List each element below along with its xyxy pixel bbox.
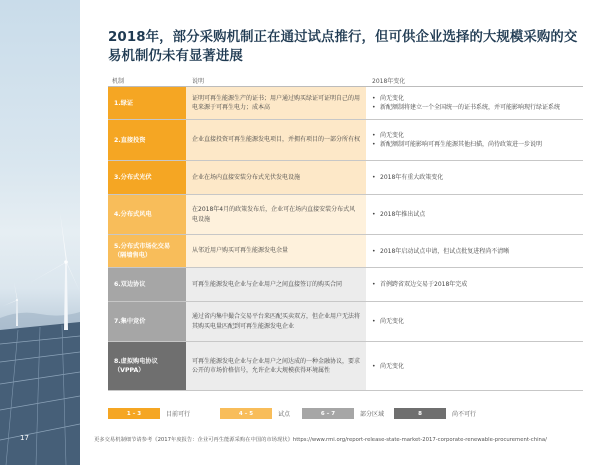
row-label: 7.集中竞价 xyxy=(108,302,186,341)
row-changes: • 2018年启动试点申请，但试点批复进程尚不清晰 xyxy=(372,247,510,255)
table-row xyxy=(108,302,583,342)
table-row xyxy=(108,235,583,268)
table-row xyxy=(108,120,583,161)
row-changes: • 2018年有重大政策变化 xyxy=(372,174,444,181)
change-item: 新配额制可能影响可再生能源其他扫描，尚待政策进一步说明 xyxy=(380,141,543,148)
table-header xyxy=(108,73,583,87)
legend-item xyxy=(394,408,476,419)
row-description: 证明可再生能源生产的证书；用户通过购买绿证可证明自己的用电来源于可再生电力；成本高 xyxy=(186,87,366,119)
table-row xyxy=(108,195,583,235)
row-description: 可再生能源发电企业与企业用户之间达成的一种金融协议，要求公开的市场价格信号，允许企业大规模获得环境属性 xyxy=(186,342,366,390)
row-label: 2.直接投资 xyxy=(108,120,186,160)
row-changes: • 尚无变化 • 新配额制可能影响可再生能源其他扫描，尚待政策进一步说明 xyxy=(372,132,543,148)
legend-item xyxy=(108,408,190,419)
row-label: 8.虚拟购电协议（VPPA） xyxy=(108,342,186,390)
row-description: 在2018年4月的政策发布后，企业可在场内直接安装分布式风电设施 xyxy=(186,195,366,234)
change-item: 新配额制将建立一个全国统一的证书系统，并可能影响现行绿证系统 xyxy=(380,104,561,111)
wind-turbine-photo xyxy=(0,0,80,465)
row-changes: • 尚无变化 • 新配额制将建立一个全国统一的证书系统，并可能影响现行绿证系统 xyxy=(372,95,561,111)
header-description: 说明 xyxy=(192,78,205,85)
table-row xyxy=(108,161,583,195)
row-label: 3.分布式光伏 xyxy=(108,161,186,194)
change-item: 2018年启动试点申请，但试点批复进程尚不清晰 xyxy=(380,247,510,255)
change-item: 首例跨省双边交易于2018年完成 xyxy=(380,281,468,288)
row-label: 4.分布式风电 xyxy=(108,195,186,234)
row-description: 企业在场内直接安装分布式光伏发电设施 xyxy=(186,161,366,194)
row-description: 企业直接投资可再生能源发电项目，并拥有项目的一部分所有权 xyxy=(186,120,366,160)
row-description: 通过省内集中撮合交易平台来匹配买卖双方，但企业用户无法将其购买电量匹配到可再生能源发电企业 xyxy=(186,302,366,341)
legend-swatch: 8 xyxy=(394,408,446,419)
mechanism-table xyxy=(108,73,583,391)
cover-photo-strip xyxy=(0,0,80,465)
row-changes: • 尚无变化 xyxy=(372,362,405,370)
legend-swatch: 6 – 7 xyxy=(302,408,354,419)
legend-label: 试点 xyxy=(278,411,291,418)
solar-panels xyxy=(0,322,80,465)
row-label: 1.绿证 xyxy=(108,87,186,119)
row-description: 从邻近用户购买可再生能源发电余量 xyxy=(186,235,366,267)
change-item: 2018年有重大政策变化 xyxy=(380,174,444,181)
legend-swatch: 1 – 3 xyxy=(108,408,160,419)
change-item: 尚无变化 xyxy=(380,132,405,139)
legend-label: 尚不可行 xyxy=(452,411,477,418)
legend-label: 部分区域 xyxy=(360,411,385,418)
change-item: 尚无变化 xyxy=(380,95,405,102)
row-label: 5.分布式市场化交易（隔墙售电） xyxy=(108,235,186,267)
table-row xyxy=(108,342,583,391)
page-title: 2018年，部分采购机制正在通过试点推行，但可供企业选择的大规模采购的交易机制仍未有显著进展 xyxy=(108,30,578,64)
change-item: 尚无变化 xyxy=(380,318,405,325)
row-label: 6.双边协议 xyxy=(108,268,186,301)
source-note: 更多交易机制细节请参考《2017年度报告：企业可再生能源采购在中国的市场现状》https://www.rmi.org/report-release-state-market-2017-corporate-renewable-procurement-china/ xyxy=(94,437,547,443)
table-row xyxy=(108,87,583,120)
legend xyxy=(108,408,583,420)
legend-label: 目前可行 xyxy=(166,411,191,418)
table-row xyxy=(108,268,583,302)
row-changes: • 首例跨省双边交易于2018年完成 xyxy=(372,281,468,288)
change-item: 尚无变化 xyxy=(380,362,405,370)
row-changes: • 2018年推出试点 xyxy=(372,211,426,218)
legend-swatch: 4 – 5 xyxy=(220,408,272,419)
header-mechanism: 机制 xyxy=(112,78,125,85)
legend-item xyxy=(302,408,384,419)
page-number: 17 xyxy=(20,434,29,442)
legend-item xyxy=(220,408,290,419)
header-change: 2018年变化 xyxy=(372,78,406,85)
row-description: 可再生能源发电企业与企业用户之间直接签订的购买合同 xyxy=(186,268,366,301)
row-changes: • 尚无变化 xyxy=(372,318,405,325)
change-item: 2018年推出试点 xyxy=(380,211,426,218)
wind-turbine-large xyxy=(28,212,80,330)
